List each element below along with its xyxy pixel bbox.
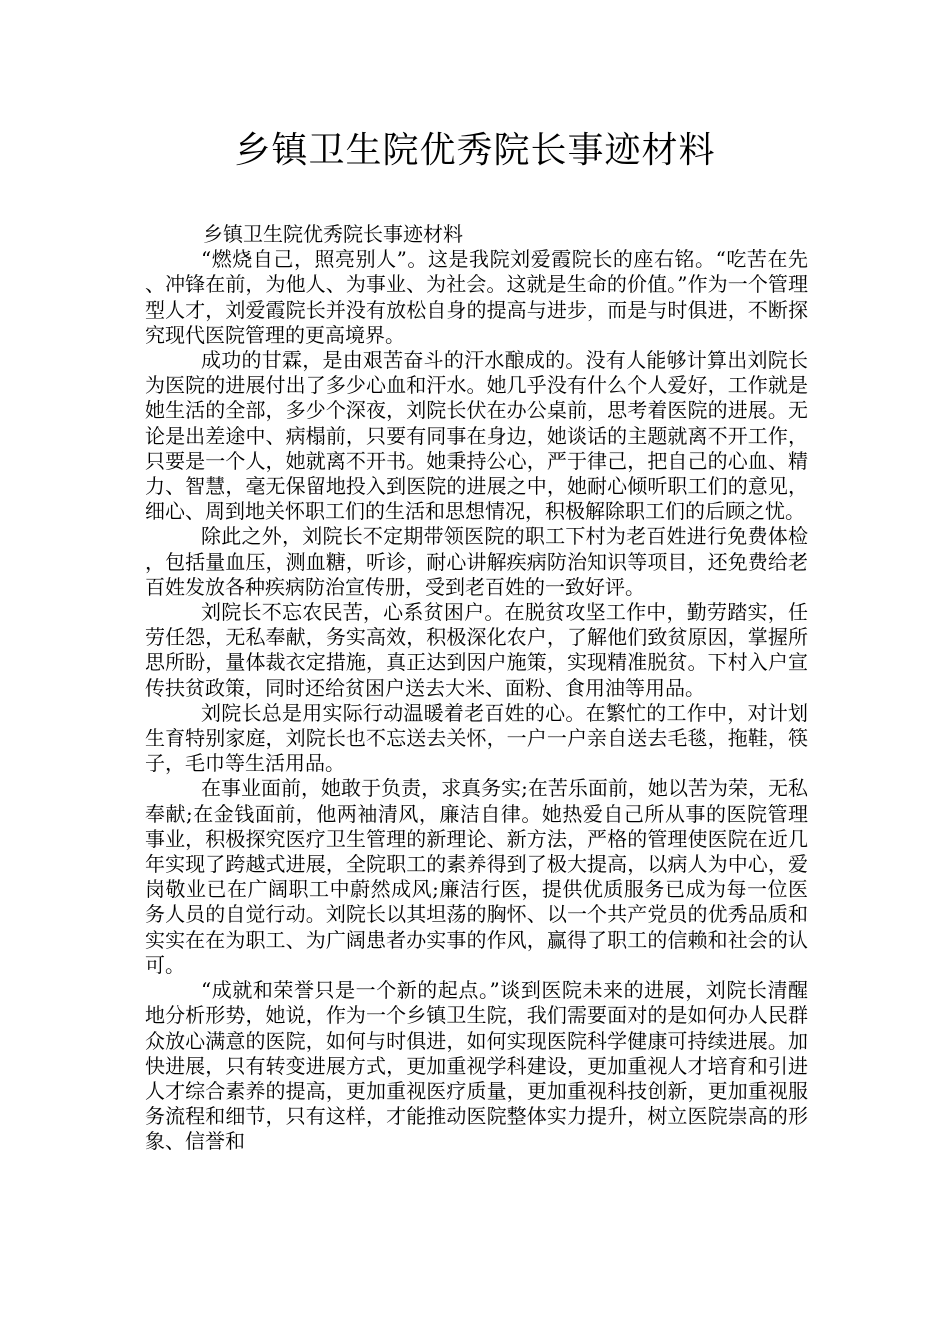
paragraph-free-checkups: 除此之外，刘院长不定期带领医院的职工下村为老百姓进行免费体检，包括量血压，测血糖，听诊，耐心讲解疾病防治知识等项目，还免费给老百姓发放各种疾病防治宣传册，受到老百姓的一致好评。 xyxy=(145,524,808,599)
document-subtitle: 乡镇卫生院优秀院长事迹材料 xyxy=(203,222,463,246)
paragraph-dedication: 成功的甘霖，是由艰苦奋斗的汗水酿成的。没有人能够计算出刘院长为医院的进展付出了多少心血和汗水。她几乎没有什么个人爱好，工作就是她生活的全部，多少个深夜，刘院长伏在办公桌前，思考着医院的进展。无论是出差途中、病榻前，只要有同事在身边，她谈话的主题就离不开工作，只要是一个人，她就离不开书。她秉持公心，严于律己，把自己的心血、精力、智慧，毫无保留地投入到医院的进展之中，她耐心倾听职工们的意见，细心、周到地关怀职工们的生活和思想情况，积极解除职工们的后顾之忧。 xyxy=(145,348,808,524)
paragraph-poverty-relief: 刘院长不忘农民苦，心系贫困户。在脱贫攻坚工作中，勤劳踏实，任劳任怨，无私奉献，务实高效，积极深化农户，了解他们致贫原因，掌握所思所盼，量体裁衣定措施，真正达到因户施策，实现精准脱贫。下村入户宣传扶贫政策，同时还给贫困户送去大米、面粉、食用油等用品。 xyxy=(145,600,808,700)
document-title: 乡镇卫生院优秀院长事迹材料 xyxy=(234,130,716,171)
paragraph-motto: “燃烧自己，照亮别人”。这是我院刘爱霞院长的座右铭。“吃苦在先、冲锋在前，为他人、为事业、为社会。这就是生命的价值。”作为一个管理型人才，刘爱霞院长并没有放松自身的提高与进步，而是与时俱进，不断探究现代医院管理的更高境界。 xyxy=(145,247,808,347)
paragraph-management: 在事业面前，她敢于负责，求真务实;在苦乐面前，她以苦为荣，无私奉献;在金钱面前，他两袖清风，廉洁自律。她热爱自己所从事的医院管理事业，积极探究医疗卫生管理的新理论、新方法，严格的管理使医院在近几年实现了跨越式进展，全院职工的素养得到了极大提高，以病人为中心，爱岗敬业已在广阔职工中蔚然成风;廉洁行医，提供优质服务已成为每一位医务人员的自觉行动。刘院长以其坦荡的胸怀、以一个共产党员的优秀品质和实实在在为职工、为广阔患者办实事的作风，赢得了职工的信赖和社会的认可。 xyxy=(145,776,808,977)
document-body xyxy=(145,222,808,1155)
paragraph-family-care: 刘院长总是用实际行动温暖着老百姓的心。在繁忙的工作中，对计划生育特别家庭，刘院长也不忘送去关怀，一户一户亲自送去毛毯，拖鞋，筷子，毛巾等生活用品。 xyxy=(145,700,808,776)
paragraph-future: “成就和荣誉只是一个新的起点。”谈到医院未来的进展，刘院长清醒地分析形势，她说，作为一个乡镇卫生院，我们需要面对的是如何办人民群众放心满意的医院，如何与时俱进，如何实现医院科学健康可持续进展。加快进展，只有转变进展方式，更加重视学科建设，更加重视人才培育和引进人才综合素养的提高，更加重视医疗质量，更加重视科技创新，更加重视服务流程和细节，只有这样，才能推动医院整体实力提升，树立医院崇高的形象、信誉和 xyxy=(145,978,808,1154)
